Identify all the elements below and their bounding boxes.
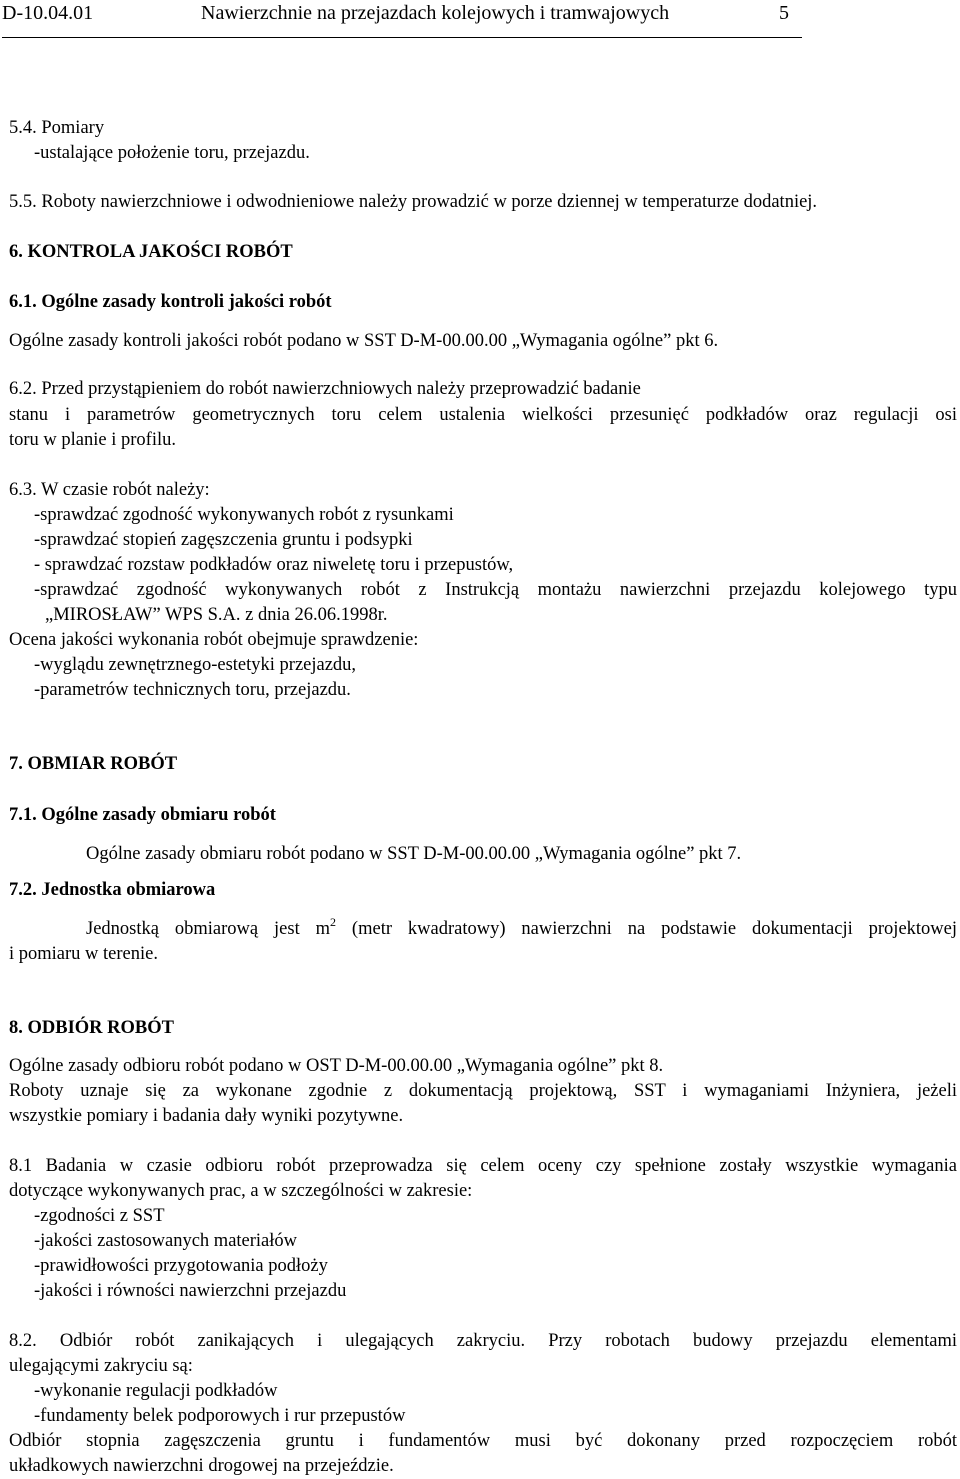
section-6-3-title: 6.3. W czasie robót należy: [9, 480, 210, 500]
document-code: D-10.04.01 [2, 2, 94, 24]
section-6-heading: 6. KONTROLA JAKOŚCI ROBÓT [9, 242, 293, 262]
section-8-2-line-4: układkowych nawierzchni drogowej na przejeździe. [9, 1456, 394, 1476]
section-8-1-line-2: dotyczące wykonywanych prac, a w szczególności w zakresie: [9, 1181, 473, 1201]
section-7-1-text: Ogólne zasady obmiaru robót podano w SST D-M-00.00.00 „Wymagania ogólne” pkt 7. [86, 844, 742, 864]
section-6-2-line-2: stanu i parametrów geometrycznych toru celem ustalenia wielkości przesunięć podkładów oraz regulacji osi [9, 405, 957, 425]
section-6-2-line-1: 6.2. Przed przystąpieniem do robót nawierzchniowych należy przeprowadzić badanie [9, 379, 641, 399]
list-item: -sprawdzać stopień zagęszczenia gruntu i podsypki [34, 530, 413, 550]
list-item: -parametrów technicznych toru, przejazdu. [34, 680, 351, 700]
section-7-2-line-2: i pomiaru w terenie. [9, 944, 158, 964]
section-7-2-heading: 7.2. Jednostka obmiarowa [9, 880, 216, 900]
section-7-heading: 7. OBMIAR ROBÓT [9, 754, 178, 774]
section-7-2-text: Jednostką obmiarową jest $m^2$ (metr kwadratowy) nawierzchni na podstawie dokumentacji projektowej [86, 915, 958, 939]
section-8-line-2: Roboty uznaje się za wykonane zgodnie z dokumentacją projektową, SST i wymaganiami Inżyniera, jeżeli [9, 1081, 957, 1101]
section-5-4-title: 5.4. Pomiary [9, 118, 105, 138]
list-item: -prawidłowości przygotowania podłoży [34, 1256, 328, 1276]
section-8-heading: 8. ODBIÓR ROBÓT [9, 1018, 174, 1038]
list-item: -sprawdzać zgodność wykonywanych robót z Instrukcją montażu nawierzchni przejazdu kolejowego typu [34, 580, 957, 600]
list-item: -wyglądu zewnętrznego-estetyki przejazdu, [34, 655, 357, 675]
section-8-1-line-1: 8.1 Badania w czasie odbioru robót przeprowadza się celem oceny czy spełnione zostały wszystkie wymagania [9, 1156, 957, 1176]
section-8-2-line-2: ulegającymi zakryciu są: [9, 1356, 193, 1376]
page-number: 5 [779, 2, 789, 24]
section-8-line-1: Ogólne zasady odbioru robót podano w OST D-M-00.00.00 „Wymagania ogólne” pkt 8. [9, 1056, 664, 1076]
list-item: -zgodności z SST [34, 1206, 165, 1226]
section-8-2-line-1: 8.2. Odbiór robót zanikających i ulegających zakryciu. Przy robotach budowy przejazdu elementami [9, 1331, 957, 1351]
list-item: „MIROSŁAW” WPS S.A. z dnia 26.06.1998r. [45, 605, 388, 625]
list-item: -fundamenty belek podporowych i rur przepustów [34, 1406, 406, 1426]
list-item: -wykonanie regulacji podkładów [34, 1381, 278, 1401]
section-7-1-heading: 7.1. Ogólne zasady obmiaru robót [9, 805, 276, 825]
section-8-line-3: wszystkie pomiary i badania dały wyniki pozytywne. [9, 1106, 404, 1126]
section-5-5-text: 5.5. Roboty nawierzchniowe i odwodnieniowe należy prowadzić w porze dziennej w temperaturze dodatniej. [9, 192, 818, 212]
section-6-1-text: Ogólne zasady kontroli jakości robót podano w SST D-M-00.00.00 „Wymagania ogólne” pkt 6. [9, 331, 719, 351]
section-6-2-line-3: toru w planie i profilu. [9, 430, 176, 450]
section-5-4-item: -ustalające położenie toru, przejazdu. [34, 143, 310, 163]
list-item: -jakości i równości nawierzchni przejazdu [34, 1281, 347, 1301]
list-item: -sprawdzać zgodność wykonywanych robót z rysunkami [34, 505, 454, 525]
page-header [2, 0, 802, 38]
section-6-1-heading: 6.1. Ogólne zasady kontroli jakości robót [9, 292, 332, 312]
list-item: -jakości zastosowanych materiałów [34, 1231, 298, 1251]
list-item: - sprawdzać rozstaw podkładów oraz niweletę toru i przepustów, [34, 555, 514, 575]
document-title: Nawierzchnie na przejazdach kolejowych i tramwajowych [201, 2, 670, 24]
section-8-2-line-3: Odbiór stopnia zagęszczenia gruntu i fundamentów musi być dokonany przed rozpoczęciem robót [9, 1431, 957, 1451]
ocena-title: Ocena jakości wykonania robót obejmuje sprawdzenie: [9, 630, 419, 650]
